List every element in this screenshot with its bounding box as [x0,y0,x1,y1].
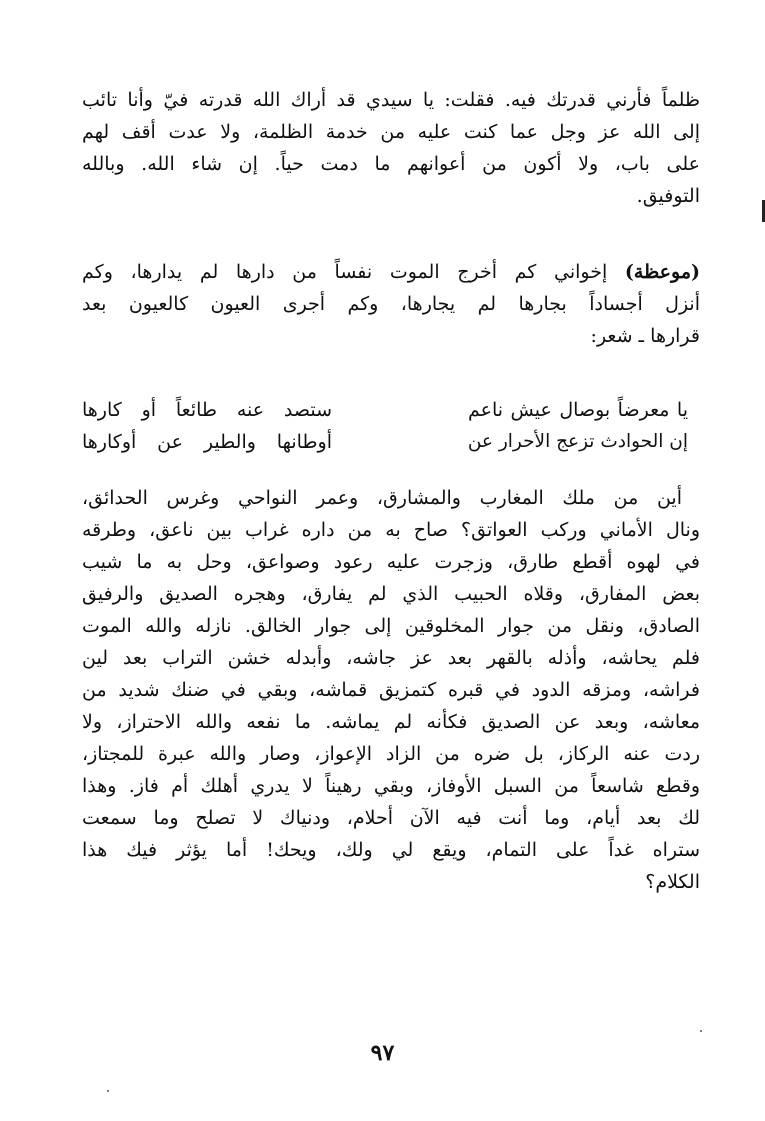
text-line: إلى الله عز وجل عما كنت عليه من خدمة الظلمة، ولا عدت أقف لهم [82,121,700,143]
poem-hemistich-first: إن الحوادث تزعج الأحرار عن [467,431,688,452]
text-line: الكلام؟ [645,871,700,893]
poem-verse [82,426,700,458]
text-line: ظلماً فأرني قدرتك فيه. فقلت: يا سيدي قد أراك الله قدرته فيّ وأنا تائب [82,89,700,111]
text-line: في لهوه أقطع طارق، وزجرت عليه رعود وصواعق، وحل به ما شيب [82,551,700,573]
page-number: ٩٧ [370,1040,395,1066]
text-line: ردت عنه الركاز، بل ضره من الزاد الإعواز، وصار والله عبرة للمجتاز، [82,743,700,765]
poem-hemistich-first: يا معرضاً بوصال عيش ناعم [468,399,688,421]
text-line: لك بعد أيام، وما أنت فيه الآن أحلام، ودنياك لا تصلح وما سمعت [82,807,700,829]
text-line: على باب، ولا أكون من أعوانهم ما دمت حياً. إن شاء الله. وبالله [82,153,700,175]
text-line: التوفيق. [636,185,700,207]
text-line: فراشه، ومزقه الدود في قبره كتمزيق قماشه، وبقي في ضنك شديد من [82,679,700,701]
poem-hemistich-second: ستصد عنه طائعاً أو كارها [82,399,332,421]
paragraph-1 [82,84,700,212]
sermon-heading: (موعظة) [624,261,700,283]
text-line: الصادق، ونقل من جوار المخلوقين إلى جوار الخالق. نازله والله الموت [82,615,700,637]
text-line: أنزل أجساداً بجارها لم يجارها، وكم أجرى العيون كالعيون بعد [82,293,700,315]
text-line: ونال الأماني وركب العواتق؟ صاح به من داره غراب بين ناعق، وطرقه [82,519,700,541]
scan-speck [700,1030,702,1032]
poem-verse [82,394,700,426]
poem-hemistich-second: أوطانها والطير عن أوكارها [82,431,332,453]
text-line: قرارها ـ شعر: [590,325,700,347]
text-line: وقطع شاسعاً من السبل الأوفاز، وبقي رهيناً لا يدري أهلك أم فاز. وهذا [82,775,700,797]
poem [82,394,700,458]
text-line: أين من ملك المغارب والمشارق، وعمر النواحي وغرس الحدائق، [82,487,682,509]
text-line [82,256,700,288]
text-line: معاشه، وبعد عن الصديق فكأنه لم يماشه. ما نفعه والله الاحتراز، ولا [82,711,700,733]
text-line: فلم يحاشه، وأذله بالقهر بعد عز جاشه، وأبدله خشن التراب بعد لين [82,647,700,669]
paragraph-2-sermon [82,256,700,352]
scan-speck [107,1090,109,1092]
text-line: ستراه غداً على التمام، ويقع لي ولك، ويحك! أما يؤثر فيك هذا [82,839,700,861]
page-body [82,84,700,898]
text-segment: إخواني كم أخرج الموت نفساً من دارها لم يدارها، وكم [82,261,608,283]
paragraph-3 [82,482,700,898]
text-line: بعض المفارق، وقلاه الحبيب الذي لم يفارق، وهجره الصديق والرفيق [82,583,700,605]
